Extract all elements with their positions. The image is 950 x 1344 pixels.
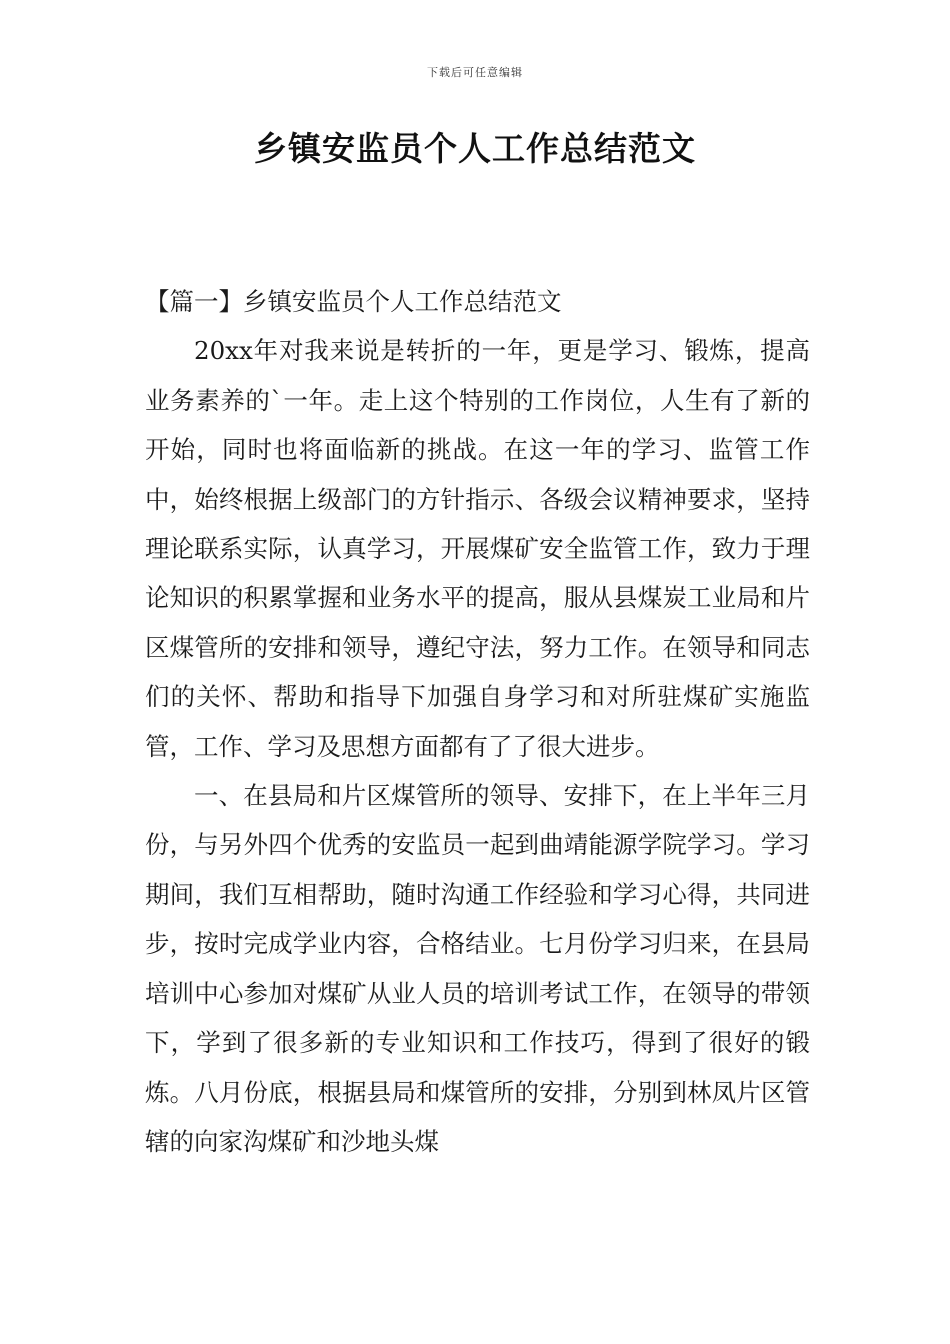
- header-note: 下载后可任意编辑: [427, 66, 523, 79]
- paragraph-1: 20xx年对我来说是转折的一年，更是学习、锻炼，提高业务素养的`一年。走上这个特别的工作岗位，人生有了新的开始，同时也将面临新的挑战。在这一年的学习、监管工作中，始终根据上级部门的方针指示、各级会议精神要求，坚持理论联系实际，认真学习，开展煤矿安全监管工作，致力于理论知识的积累掌握和业务水平的提高，服从县煤炭工业局和片区煤管所的安排和领导，遵纪守法，努力工作。在领导和同志们的关怀、帮助和指导下加强自身学习和对所驻煤矿实施监管，工作、学习及思想方面都有了了很大进步。: [145, 336, 810, 761]
- document-body: [145, 277, 810, 1166]
- document-title: 乡镇安监员个人工作总结范文: [254, 129, 696, 168]
- section-heading: 【篇一】乡镇安监员个人工作总结范文: [145, 287, 562, 316]
- paragraph-2: 一、在县局和片区煤管所的领导、安排下，在上半年三月份，与另外四个优秀的安监员一起到曲靖能源学院学习。学习期间，我们互相帮助，随时沟通工作经验和学习心得，共同进步，按时完成学业内容，合格结业。七月份学习归来，在县局培训中心参加对煤矿从业人员的培训考试工作，在领导的带领下，学到了很多新的专业知识和工作技巧，得到了很好的锻炼。八月份底，根据县局和煤管所的安排，分别到林凤片区管辖的向家沟煤矿和沙地头煤: [145, 781, 810, 1156]
